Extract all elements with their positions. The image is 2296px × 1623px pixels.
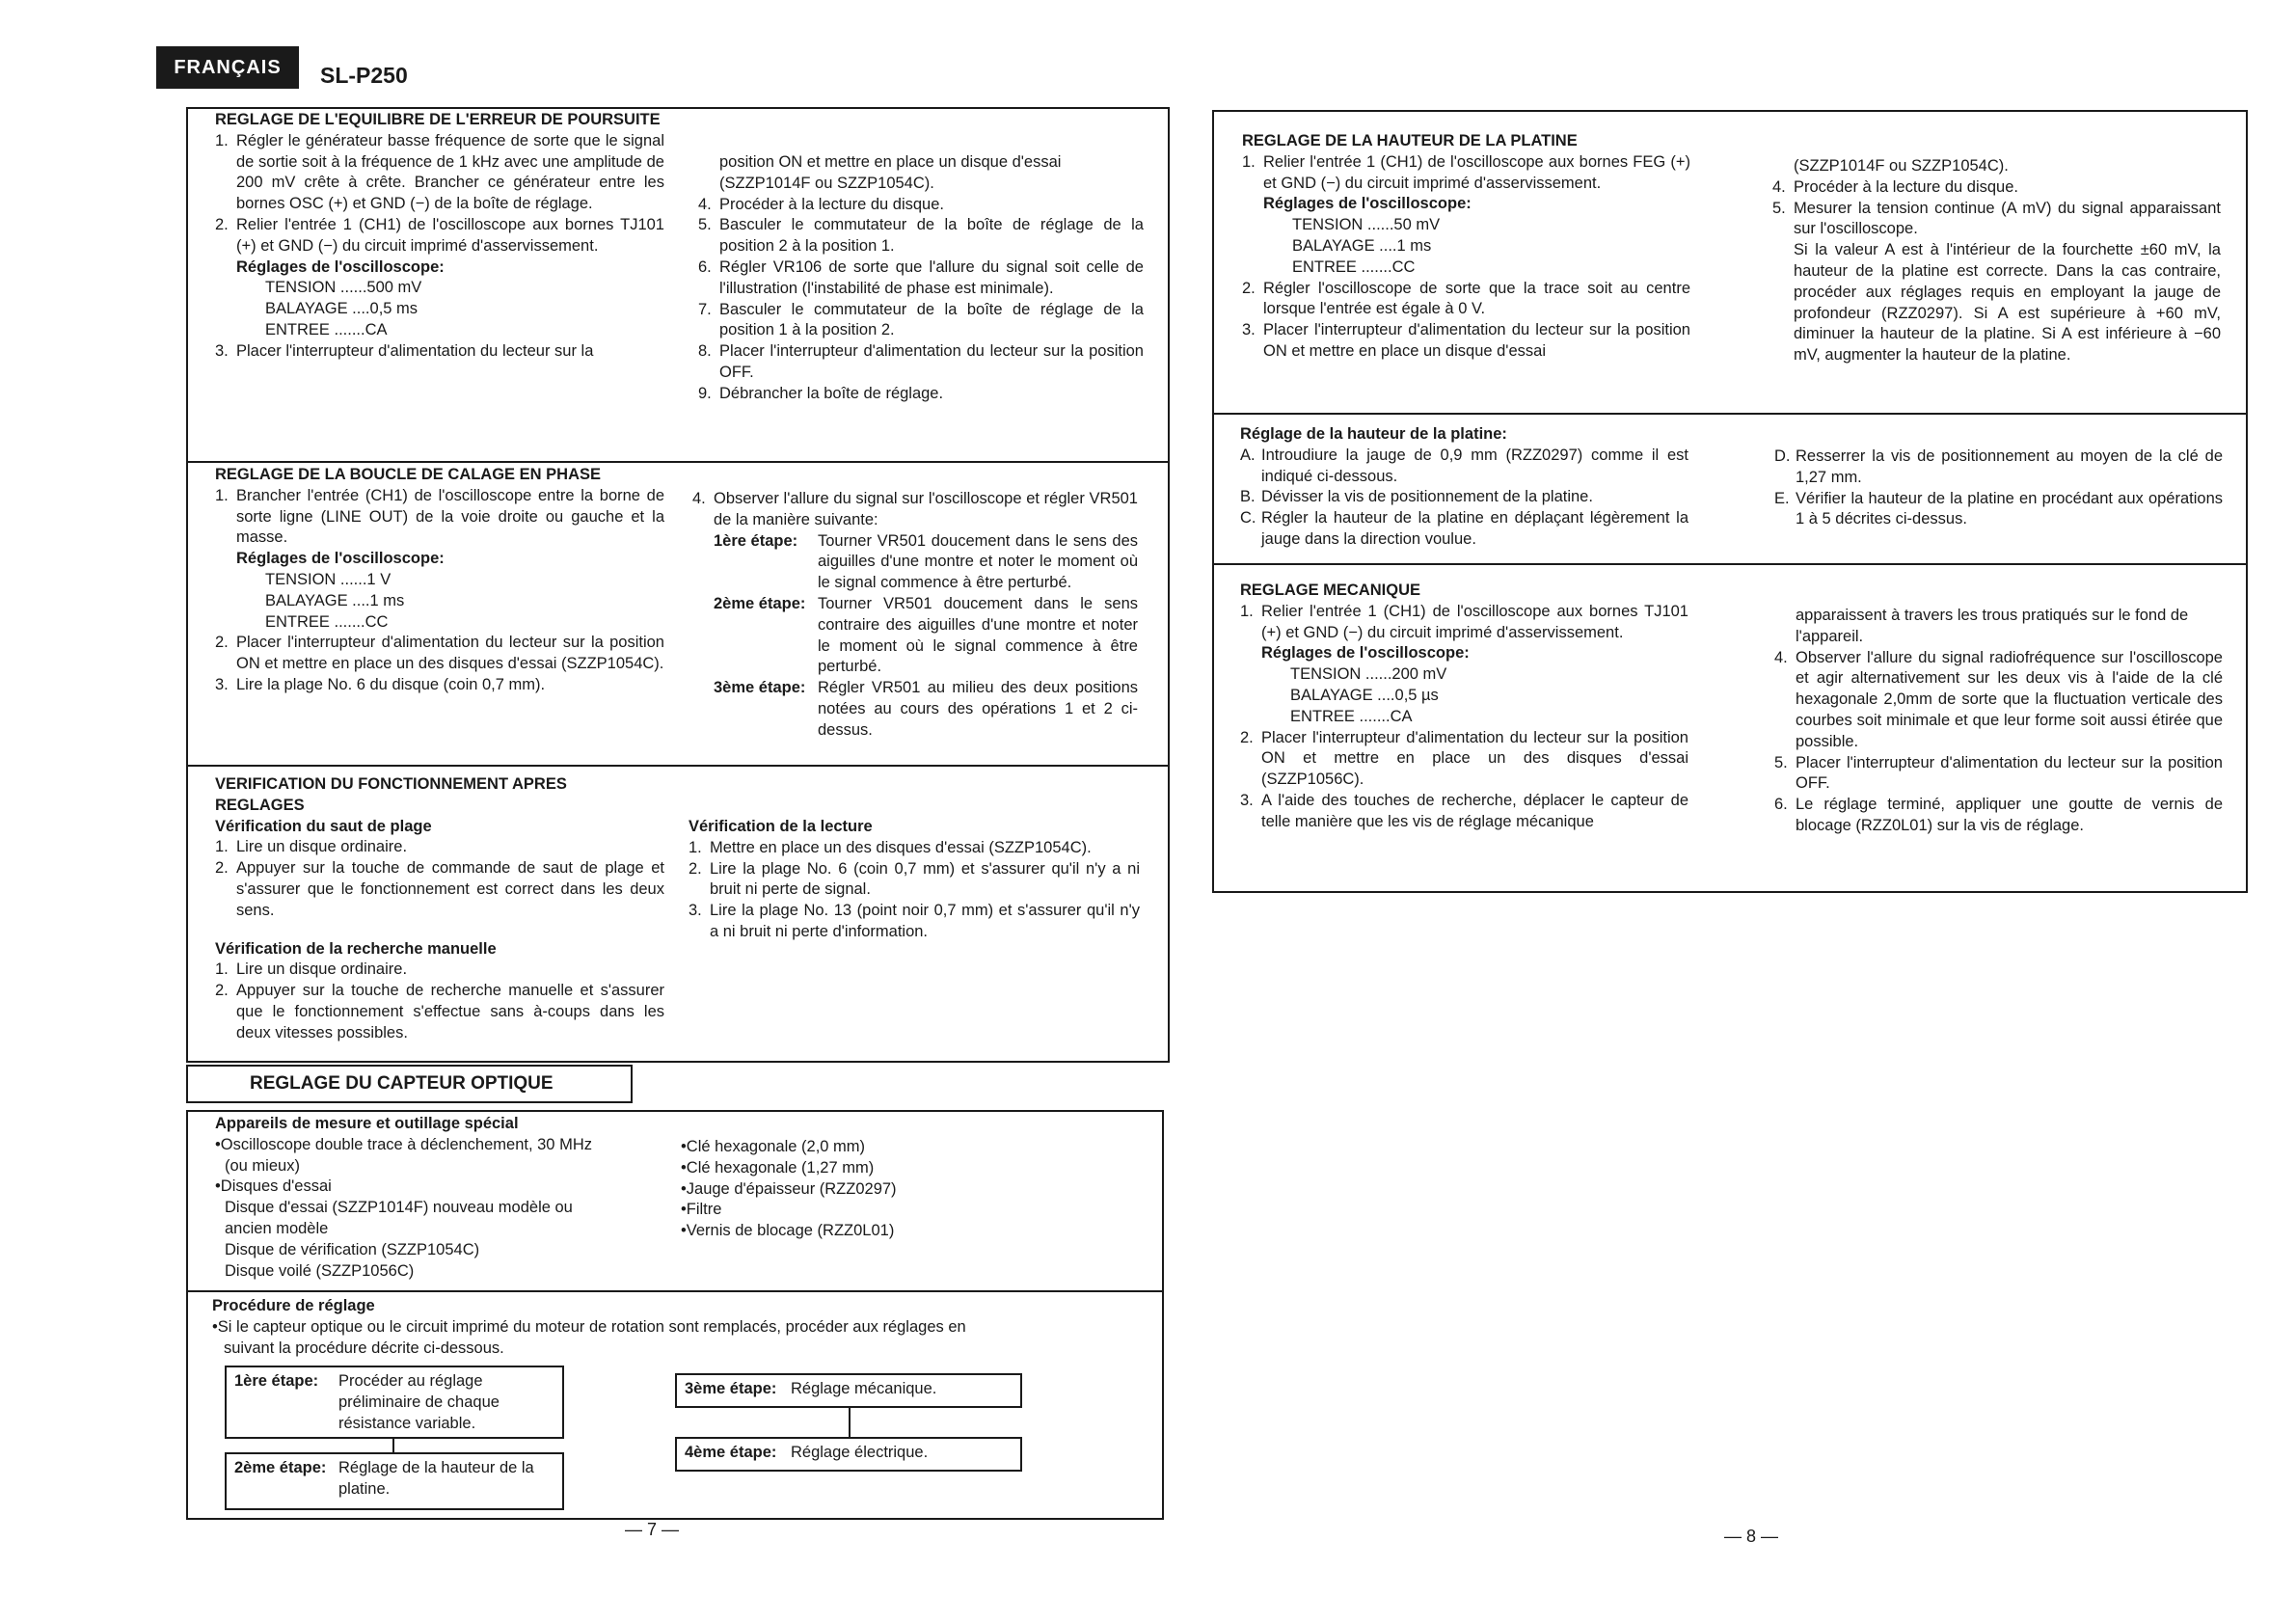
divider xyxy=(186,1290,1162,1292)
meca-left: REGLAGE MECANIQUE 1. Relier l'entrée 1 (CH1) de l'oscilloscope aux bornes TJ101 (+) et GND (−) du circuit imprimé d'asservissement. Réglages de l'oscilloscope: TENSION ......200 mV BALAYAGE ....0,5 µs ENTREE .......CA 2. Placer l'interrupteur d'alimentation du lecteur sur la position ON et mettre en place un des disques d'essai (SZZP1056C). 3. A l'aide des touches de recherche, déplacer le capteur de telle manière que les vis de réglage mécanique xyxy=(1240,582,1688,830)
section-title: REGLAGE MECANIQUE xyxy=(1240,582,1421,599)
page-number-8: — 8 — xyxy=(1724,1527,1779,1546)
section-title: REGLAGE DE LA HAUTEUR DE LA PLATINE xyxy=(1242,132,1578,149)
capteur-title: REGLAGE DU CAPTEUR OPTIQUE xyxy=(250,1073,554,1094)
platine-right: D. Resserrer la vis de positionnement au moyen de la clé de 1,27 mm. E. Vérifier la hauteur de la platine en procédant aux opérations 1 à 5 décrites ci-dessus. xyxy=(1774,447,2223,528)
osc-setting: BALAYAGE ....0,5 ms xyxy=(265,300,419,318)
section-title: VERIFICATION DU FONCTIONNEMENT APRES REGLAGES xyxy=(215,775,567,814)
divider xyxy=(1212,413,2246,415)
section-title: REGLAGE DE LA BOUCLE DE CALAGE EN PHASE xyxy=(215,466,602,483)
boucle-left: REGLAGE DE LA BOUCLE DE CALAGE EN PHASE 1. Brancher l'entrée (CH1) de l'oscilloscope entre la borne de sorte ligne (LINE OUT) de la voie droite ou gauche et la masse. Réglages de l'oscilloscope: TENSION ......1 V BALAYAGE ....1 ms ENTREE .......CC 2. Placer l'interrupteur d'alimentation du lecteur sur la position ON et mettre en place un des disques d'essai (SZZP1054C). 3. Lire la plage No. 6 du disque (coin 0,7 mm). xyxy=(215,466,664,693)
divider xyxy=(186,461,1168,463)
step-text: Placer l'interrupteur d'alimentation du lecteur sur la xyxy=(236,341,594,360)
equilibre-right: position ON et mettre en place un disque d'essai (SZZP1014F ou SZZP1054C). 4. Procéder à la lecture du disque. 5. Basculer le commutateur de la boîte de réglage de la position 2 à la position 1. 6. Régler VR106 de sorte que l'allure du signal soit celle de l'illustration (l'instabilité de phase est minimale). 7. Basculer le commutateur de la boîte de réglage de la position 1 à la position 2. 8. Placer l'interrupteur d'alimentation du lecteur sur la position OFF. 9. Débrancher la boîte de réglage. xyxy=(698,153,1144,402)
meca-right: apparaissent à travers les trous pratiqués sur le fond de l'appareil. 4. Observer l'allure du signal radiofréquence sur l'oscilloscope et agir alternativement sur les deux vis à l'aide de la clé hexagonale 2,0mm de sorte que la fluctuation verticale des courbes soit minimale et que leur forme soit aussi étirée que possible. 5. Placer l'interrupteur d'alimentation du lecteur sur la position OFF. 6. Le réglage terminé, appliquer une goutte de vernis de blocage (RZZ0L01) sur la vis de réglage. xyxy=(1774,607,2223,834)
equilibre-left: REGLAGE DE L'EQUILIBRE DE L'ERREUR DE POURSUITE 1. Régler le générateur basse fréquence de sorte que le signal de sortie soit à la fréquence de 1 kHz avec une amplitude de 200 mV crête à crête. Brancher ce générateur entre les bornes OSC (+) et GND (−) de la boîte de réglage. 2. Relier l'entrée 1 (CH1) de l'oscilloscope aux bornes TJ101 (+) et GND (−) du circuit imprimé d'asservissement. Réglages de l'oscilloscope: TENSION ......500 mV BALAYAGE ....0,5 ms ENTREE .......CA 3. Placer l'interrupteur d'alimentation du lecteur sur la xyxy=(215,110,664,363)
boucle-right: 4. Observer l'allure du signal sur l'oscilloscope et régler VR501 de la manière suivante: 1ère étape: Tourner VR501 doucement dans le sens des aiguilles d'une montre et noter le moment où le signal commence à être perturbé. 2ème étape: Tourner VR501 doucement dans le sens contraire des aiguilles d'une montre et noter le moment où le signal commence à être perturbé. 3ème étape: Régler VR501 au milieu des deux positions notées au cours des opérations 1 et 2 ci-dessus. xyxy=(692,490,1138,739)
language-tab: FRANÇAIS xyxy=(156,46,299,89)
model-title: SL-P250 xyxy=(320,63,408,88)
osc-title: Réglages de l'oscilloscope: xyxy=(236,550,445,568)
section-title: REGLAGE DE L'EQUILIBRE DE L'ERREUR DE POURSUITE xyxy=(215,111,661,128)
divider xyxy=(1212,563,2246,565)
osc-setting: TENSION ......500 mV xyxy=(265,279,422,297)
procedure: Procédure de réglage •Si le capteur optique ou le circuit imprimé du moteur de rotation sont remplacés, procéder aux réglages en suivant la procédure décrite ci-dessous. xyxy=(212,1297,966,1357)
step-text: position ON et mettre en place un disque d'essai (SZZP1014F ou SZZP1054C). xyxy=(719,153,1062,192)
verif-left: VERIFICATION DU FONCTIONNEMENT APRES REGLAGES Vérification du saut de plage 1. Lire un disque ordinaire. 2. Appuyer sur la touche de commande de saut de plage et s'assurer que le fonctionnement est correct dans les deux sens. Vérification de la recherche manuelle 1. Lire un disque ordinaire. 2. Appuyer sur la touche de recherche manuelle et s'assurer que le fonctionnement s'effectue sans à-coups dans les deux vitesses possibles. xyxy=(215,775,664,1041)
osc-title: Réglages de l'oscilloscope: xyxy=(236,257,445,276)
app-right: •Clé hexagonale (2,0 mm) •Clé hexagonale (1,27 mm) •Jauge d'épaisseur (RZZ0297) •Filtre •Vernis de blocage (RZZ0L01) xyxy=(681,1138,897,1240)
verif-right: Vérification de la lecture 1. Mettre en place un des disques d'essai (SZZP1054C). 2. Lire la plage No. 6 (coin 0,7 mm) et s'assurer qu'il n'y a ni bruit ni perte de signal. 3. Lire la plage No. 13 (point noir 0,7 mm) et s'assurer qu'il n'y a ni bruit ni perte d'information. xyxy=(689,818,1140,940)
step-box-1: 1ère étape: Procéder au réglage préliminaire de chaque résistance variable. xyxy=(225,1366,564,1439)
hauteur-right: (SZZP1014F ou SZZP1054C). 4. Procéder à la lecture du disque. 5. Mesurer la tension continue (A mV) du signal apparaissant sur l'oscilloscope. Si la valeur A est à l'intérieur de la fourchette ±60 mV, la hauteur de la platine est correcte. Dans la cas contraire, procéder aux réglages requis en employant la jauge de profondeur (RZZ0297). Si A est supérieure à +60 mV, diminuer la hauteur de la platine. Si A est inférieure à −60 mV, augmenter la hauteur de la platine. xyxy=(1772,157,2221,365)
step-text: Relier l'entrée 1 (CH1) de l'oscilloscope aux bornes TJ101 (+) et GND (−) du circuit imprimé d'asservissement. xyxy=(236,215,664,255)
divider xyxy=(186,765,1168,767)
connector xyxy=(392,1439,394,1452)
hauteur-left: REGLAGE DE LA HAUTEUR DE LA PLATINE 1. Relier l'entrée 1 (CH1) de l'oscilloscope aux bornes FEG (+) et GND (−) du circuit imprimé d'asservissement. Réglages de l'oscilloscope: TENSION ......50 mV BALAYAGE ....1 ms ENTREE .......CC 2. Régler l'oscilloscope de sorte que la trace soit au centre lorsque l'entrée est égale à 0 V. 3. Placer l'interrupteur d'alimentation du lecteur sur la position ON et mettre en place un disque d'essai xyxy=(1242,132,1690,360)
step-text: Régler le générateur basse fréquence de sorte que le signal de sortie soit à la fréquence de 1 kHz avec une amplitude de 200 mV crête à crête. Brancher ce générateur entre les bornes OSC (+) et GND (−) de la boîte de réglage. xyxy=(236,131,664,213)
capteur-title-box xyxy=(186,1065,633,1103)
platine-left: Réglage de la hauteur de la platine: A. Introudiure la jauge de 0,9 mm (RZZ0297) comme il est indiqué ci-dessous. B. Dévisser la vis de positionnement de la platine. C. Régler la hauteur de la platine en déplaçant légèrement la jauge dans la direction voulue. xyxy=(1240,425,1688,548)
osc-setting: ENTREE .......CA xyxy=(265,320,388,338)
step-box-4: 4ème étape: Réglage électrique. xyxy=(675,1437,1022,1472)
step-box-3: 3ème étape: Réglage mécanique. xyxy=(675,1373,1022,1408)
connector xyxy=(849,1408,851,1437)
app-left: Appareils de mesure et outillage spécial •Oscilloscope double trace à déclenchement, 30 MHz (ou mieux) •Disques d'essai Disque d'essai (SZZP1014F) nouveau modèle ou ancien modèle Disque de vérification (SZZP1054C) Disque voilé (SZZP1056C) xyxy=(215,1115,592,1280)
step-box-2: 2ème étape: Réglage de la hauteur de la platine. xyxy=(225,1452,564,1510)
page-number-7: — 7 — xyxy=(625,1520,680,1539)
